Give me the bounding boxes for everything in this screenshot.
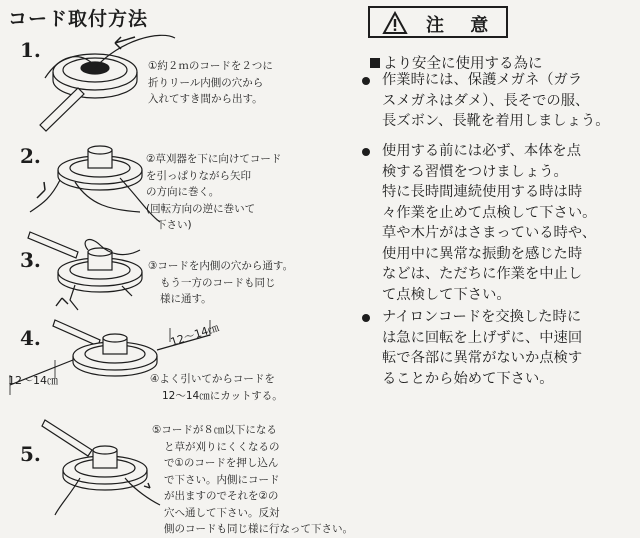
text-line: は急に回転を上げずに、中速回 <box>382 329 583 346</box>
text-line: 作業時には、保護メガネ（ガラ <box>382 72 583 88</box>
bullet-dot-icon <box>362 314 370 322</box>
text-line: などは、ただちに作業を中止し <box>382 266 583 282</box>
caution-label: 注 意 <box>426 15 499 36</box>
step-3-number: 3. <box>20 248 41 272</box>
step-2-number: 2. <box>20 144 41 168</box>
text-line: 使用中に異常な振動を感じた時 <box>382 245 583 262</box>
caution-box <box>368 6 508 38</box>
text-line: で①のコードを押し込ん <box>164 457 279 469</box>
text-line: で下さい。内側にコード <box>164 473 280 486</box>
text-line: ③コードを内側の穴から通す。 <box>148 260 294 272</box>
text-line: 長ズボン、長靴を着用しましょう。 <box>382 113 610 129</box>
text-line: ることから始めて下さい。 <box>382 370 554 387</box>
square-bullet-icon <box>370 58 380 68</box>
text-line: が出ますのでそれを②の <box>164 490 279 502</box>
text-line: を引っぱりながら矢印 <box>146 169 251 182</box>
page-title: コード取付方法 <box>8 8 149 30</box>
warning-triangle-icon <box>382 11 408 35</box>
dimension-label-left: 12～14㎝ <box>8 374 58 387</box>
text-line: 12～14㎝にカットする。 <box>162 389 283 402</box>
text-line: ④よく引いてからコードを <box>150 373 275 385</box>
text-line: て点検して下さい。 <box>382 286 511 303</box>
step-4-number: 4. <box>20 326 41 350</box>
step-5-illustration <box>42 420 160 515</box>
safety-bullet-2 <box>362 141 634 305</box>
bullet-dot-icon <box>362 77 370 85</box>
text-line: (回転方向の逆に巻いて <box>146 202 256 215</box>
dimension-label-right: 12～14㎝ <box>168 321 221 349</box>
step-3-illustration <box>28 232 142 310</box>
text-line: 側のコードも同じ様に行なって下さい。 <box>164 523 353 535</box>
text-line: 下さい) <box>156 219 192 231</box>
text-line: ②草刈器を下に向けてコード <box>146 153 282 165</box>
safety-heading-text: より安全に使用する為に <box>383 56 543 72</box>
text-line: スメガネはダメ）、長そでの服、 <box>382 92 590 109</box>
step-2-illustration <box>30 146 160 222</box>
text-line: 特に長時間連続使用する時は時 <box>382 184 583 200</box>
text-line: もう一方のコードも同じ <box>160 276 276 289</box>
text-line: 入れてすき間から出す。 <box>148 93 263 105</box>
text-line: 使用する前には必ず、本体を点 <box>382 143 582 159</box>
text-line: 転で各部に異常がないか点検す <box>382 350 583 366</box>
text-line: 々作業を止めて点検して下さい。 <box>382 204 597 221</box>
step-1-number: 1. <box>20 38 41 62</box>
text-line: 穴へ通して下さい。反対 <box>164 506 280 519</box>
text-line: の方向に巻く。 <box>146 186 220 198</box>
text-line: 折りリール内側の穴から <box>148 76 264 89</box>
step-5-number: 5. <box>20 442 41 466</box>
text-line: と草が刈りにくくなるの <box>164 440 280 453</box>
text-line: 様に通す。 <box>160 293 212 305</box>
safety-bullet-3 <box>362 307 634 389</box>
step-1-illustration <box>40 35 175 131</box>
safety-bullet-1 <box>362 70 634 132</box>
text-line: 検する習慣をつけましょう。 <box>382 163 568 180</box>
bullet-dot-icon <box>362 148 370 156</box>
text-line: ⑤コードが８㎝以下になる <box>152 424 277 436</box>
text-line: 草や木片がはさまっている時や、 <box>382 225 597 241</box>
text-line: ナイロンコードを交換した時に <box>382 309 582 325</box>
text-line: ①約２ｍのコードを２つに <box>148 60 273 72</box>
